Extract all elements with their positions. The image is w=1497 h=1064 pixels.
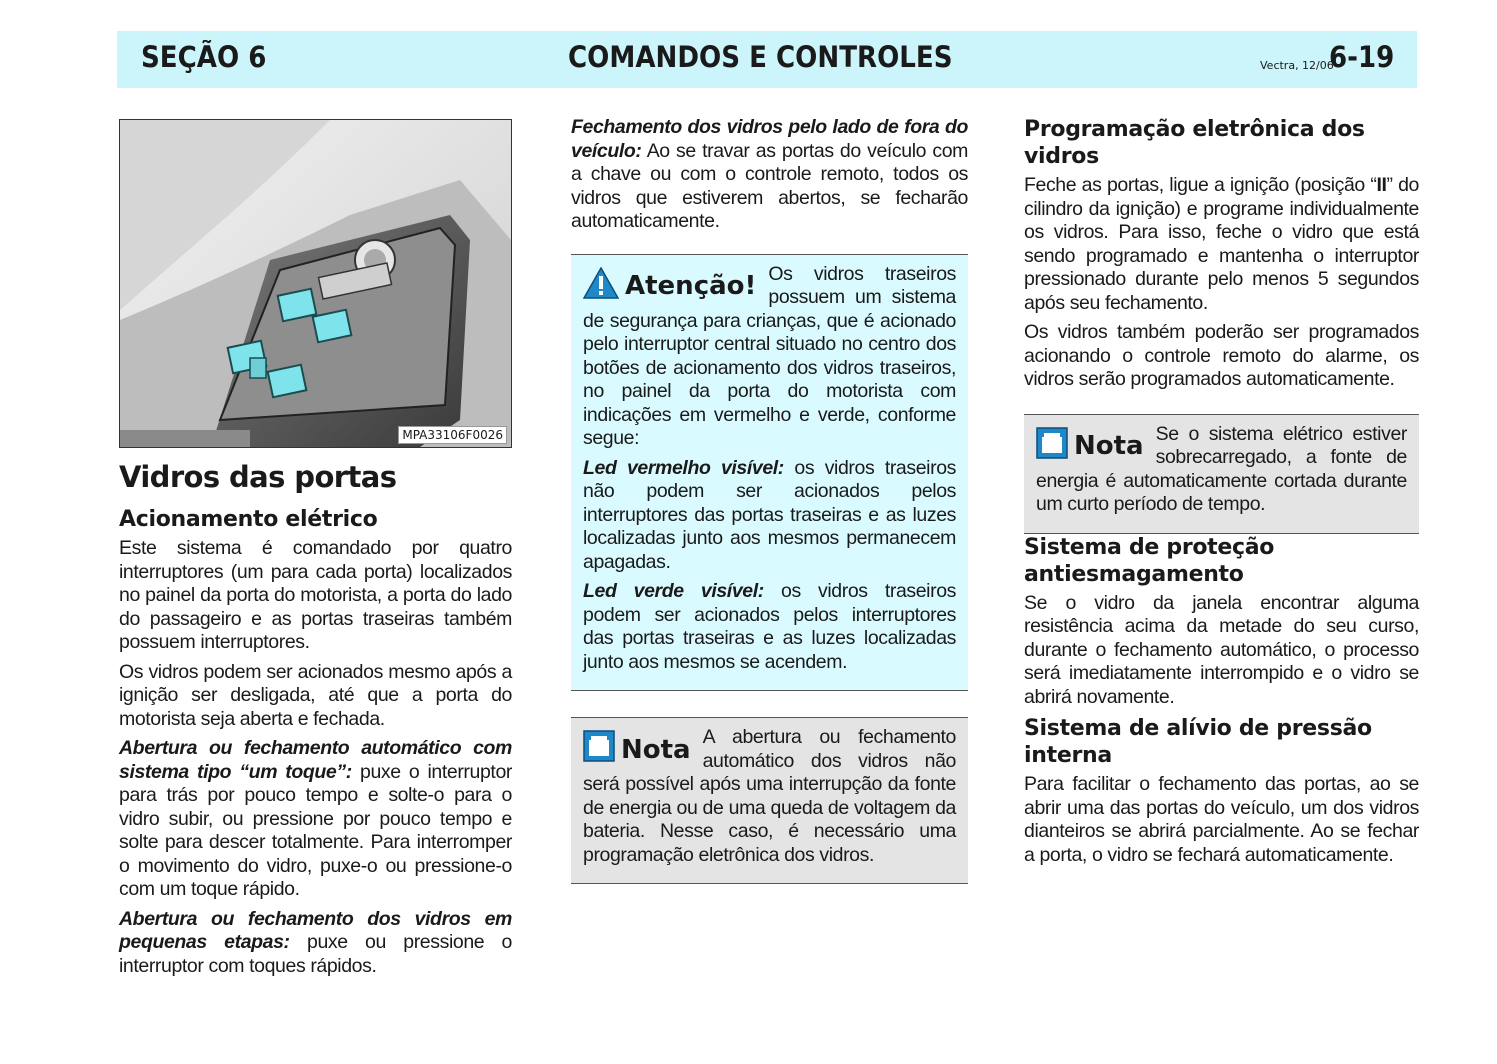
paragraph: Para facilitar o fechamento das portas, ao se abrir uma das portas do veículo, um dos vidros dianteiros se abrirá parcialmente. Ao se fechar a porta, o vidro se fechará automaticamente.	[1024, 773, 1419, 866]
main-heading: Vidros das portas	[119, 460, 397, 494]
subheading-alivio: Sistema de alívio de pressão interna	[1024, 716, 1372, 768]
note-text: Se o sistema elétrico estiver sobrecarregado, a fonte de energia é automaticamente cortada durante um curto período de tempo.	[1036, 422, 1407, 515]
note-icon	[1036, 427, 1068, 466]
ignition-position: II	[1376, 174, 1387, 196]
note-box	[1024, 414, 1419, 534]
paragraph	[119, 908, 512, 979]
warning-title: Atenção!	[625, 271, 757, 301]
column-middle	[571, 116, 968, 884]
page-header	[117, 31, 1417, 88]
paragraph-lead: Abertura ou fechamento automático com sistema tipo “um toque”:	[119, 737, 512, 783]
note-heading	[1036, 427, 1144, 466]
paragraph	[571, 116, 968, 234]
note-title: Nota	[621, 734, 691, 765]
warning-text	[583, 457, 956, 575]
paragraph-text: ” do cilindro da ignição) e programe individualmente os vidros. Para isso, feche o vidro que está sendo programado e mantenha o interruptor pressionado durante pelo menos 5 segundos após seu fechamento.	[1024, 174, 1419, 314]
figure-code: MPA33106F0026	[398, 426, 507, 444]
note-text: A abertura ou fechamento automático dos vidros não será possível após uma interrupção da fonte de energia ou de uma queda de voltagem da bateria. Nesse caso, é necessário uma programação eletrônica dos vidros.	[583, 726, 956, 866]
subheading-acionamento: Acionamento elétrico	[119, 507, 378, 532]
paragraph-text: os vidros traseiros podem ser acionados pelos interruptores das portas traseiras e as luzes localizadas junto aos mesmos se acendem.	[583, 580, 956, 673]
paragraph-text: Ao se travar as portas do veículo com a chave ou com o controle remoto, todos os vidros que estiverem abertos, se fecharão automaticamente.	[571, 139, 968, 232]
paragraph-text: os vidros traseiros não podem ser acionados pelos interruptores das portas traseiras e as luzes localizadas junto aos mesmos permanecem apagadas.	[583, 456, 956, 573]
paragraph: Os vidros também poderão ser programados acionando o controle remoto do alarme, os vidros serão programados automaticamente.	[1024, 321, 1419, 390]
section-label: SEÇÃO 6	[141, 40, 267, 74]
warning-text	[583, 580, 956, 674]
subheading-programacao: Programação eletrônica dos vidros	[1024, 117, 1365, 169]
column-left	[119, 119, 512, 984]
window-switch-figure	[119, 119, 512, 448]
door-panel-illustration	[120, 120, 511, 447]
note-box	[571, 717, 968, 884]
paragraph-lead: Abertura ou fechamento dos vidros em pequenas etapas:	[119, 907, 512, 953]
warning-box	[571, 254, 968, 692]
paragraph: Este sistema é comandado por quatro interruptores (um para cada porta) localizados no painel da porta do motorista, a porta do lado do passageiro e as portas traseiras também possuem interruptores.	[119, 537, 512, 653]
edition-label: Vectra, 12/06	[1260, 59, 1334, 72]
paragraph-text: puxe ou pressione o interruptor com toques rápidos.	[119, 931, 512, 977]
note-title: Nota	[1074, 431, 1144, 461]
paragraph-lead: Led vermelho visível:	[583, 456, 784, 479]
paragraph	[1024, 174, 1419, 315]
paragraph: Os vidros podem ser acionados mesmo após a ignição ser desligada, até que a porta do motorista seja aberta e fechada.	[119, 660, 512, 730]
paragraph-lead: Led verde visível:	[583, 580, 764, 602]
warning-heading	[583, 267, 756, 306]
page-number: 6-19	[1329, 40, 1395, 74]
warning-text: Os vidros traseiros possuem um sistema de segurança para crianças, que é acionado pelo interruptor central situado no centro dos botões de acionamento dos vidros traseiros, no painel da porta do motorista com indicações em vermelho e verde, conforme segue:	[583, 262, 956, 449]
paragraph-lead: Fechamento dos vidros pelo lado de fora do veículo:	[571, 116, 968, 162]
note-heading	[583, 730, 691, 769]
note-icon	[583, 730, 615, 769]
section-title: COMANDOS E CONTROLES	[568, 40, 953, 74]
warning-icon	[583, 267, 619, 306]
subheading-antiesmagamento: Sistema de proteção antiesmagamento	[1024, 534, 1275, 587]
paragraph-text: puxe o interruptor para trás por pouco tempo e solte-o para o vidro subir, ou pressione por pouco tempo e solte para descer totalmente. Para interromper o movimento do vidro, puxe-o ou pressione-o com um toque rápido.	[119, 760, 512, 900]
paragraph	[119, 737, 512, 902]
column-right	[1024, 116, 1419, 873]
paragraph: Se o vidro da janela encontrar alguma resistência acima da metade do seu curso, durante o fechamento automático, o processo será imediatamente interrompido e o vidro se abrirá novamente.	[1024, 591, 1419, 708]
paragraph-text: Feche as portas, ligue a ignição (posição “	[1024, 174, 1377, 196]
